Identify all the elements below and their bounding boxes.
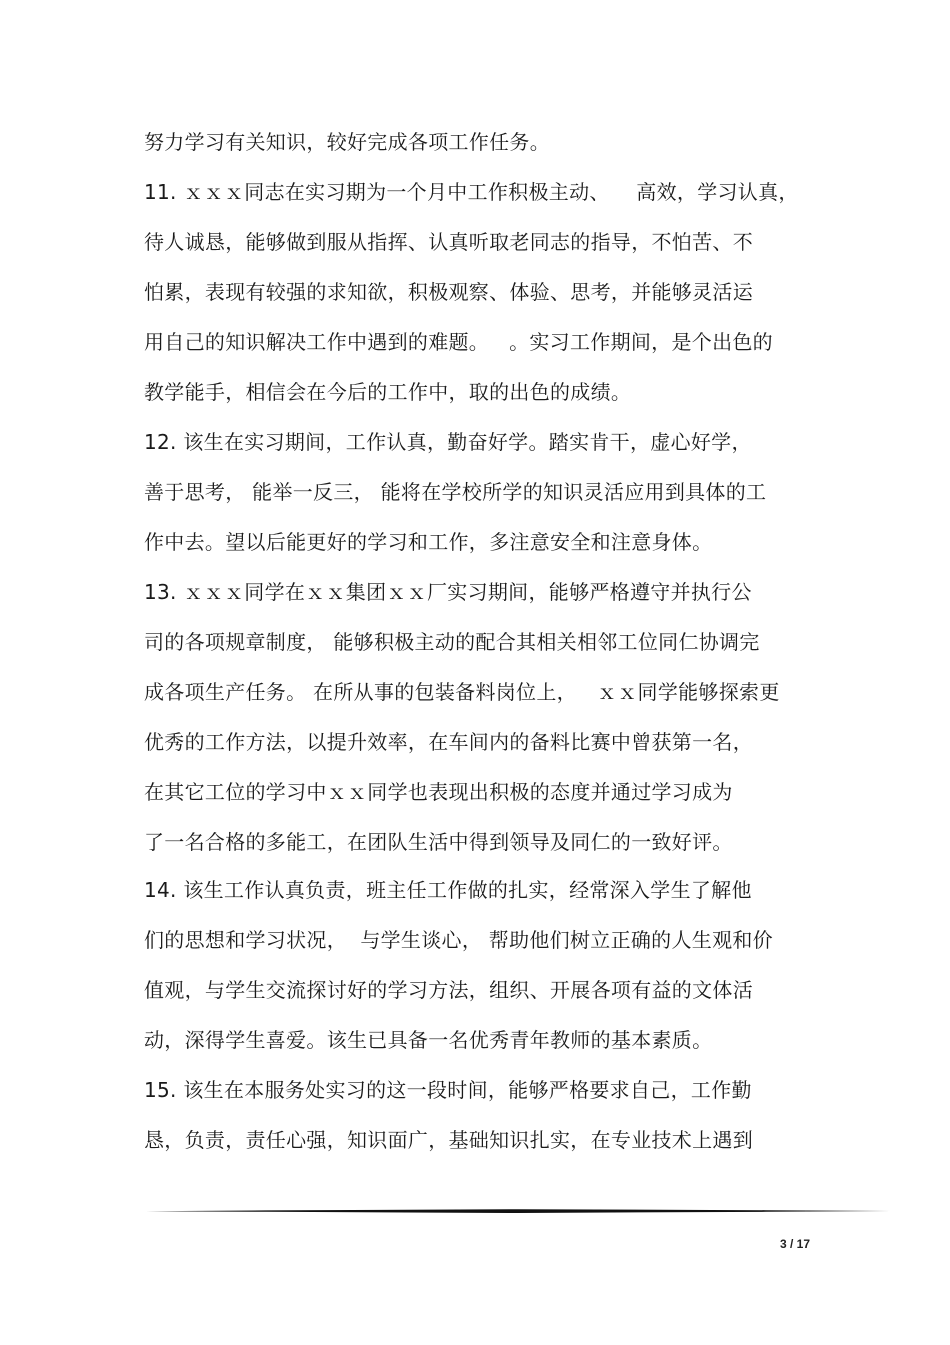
text-line: 司的各项规章制度， 能够积极主动的配合其相关相邻工位同仁协调完: [144, 630, 760, 654]
text-line: 15. 该生在本服务处实习的这一段时间，能够严格要求自己，工作勤: [144, 1078, 752, 1102]
text-line: 成各项生产任务。 在所从事的包装备料岗位上， ｘｘ同学能够探索更: [144, 680, 780, 704]
text-line: 努力学习有关知识，较好完成各项工作任务。: [144, 130, 550, 154]
text-line: 用自己的知识解决工作中遇到的难题。 。实习工作期间，是个出色的: [144, 330, 773, 354]
text-line: 怕累，表现有较强的求知欲，积极观察、体验、思考，并能够灵活运: [144, 280, 753, 304]
text-line: 11. ｘｘｘ同志在实习期为一个月中工作积极主动、 高效，学习认真，: [144, 180, 799, 204]
text-line: 教学能手，相信会在今后的工作中，取的出色的成绩。: [144, 380, 632, 404]
text-line: 在其它工位的学习中ｘｘ同学也表现出积极的态度并通过学习成为: [144, 780, 733, 804]
text-line: 14. 该生工作认真负责，班主任工作做的扎实，经常深入学生了解他: [144, 878, 752, 902]
text-line: 恳，负责，责任心强，知识面广，基础知识扎实，在专业技术上遇到: [144, 1128, 753, 1152]
text-line: 作中去。望以后能更好的学习和工作，多注意安全和注意身体。: [144, 530, 713, 554]
text-line: 优秀的工作方法，以提升效率，在车间内的备料比赛中曾获第一名，: [144, 730, 753, 754]
text-line: 13. ｘｘｘ同学在ｘｘ集团ｘｘ厂实习期间，能够严格遵守并执行公: [144, 580, 752, 604]
text-line: 们的思想和学习状况， 与学生谈心， 帮助他们树立正确的人生观和价: [144, 928, 773, 952]
text-line: 动，深得学生喜爱。该生已具备一名优秀青年教师的基本素质。: [144, 1028, 713, 1052]
text-line: 善于思考， 能举一反三， 能将在学校所学的知识灵活应用到具体的工: [144, 480, 767, 504]
page-number: 3 / 17: [779, 1237, 810, 1251]
text-line: 了一名合格的多能工，在团队生活中得到领导及同仁的一致好评。: [144, 830, 733, 854]
footer-divider: [146, 1208, 890, 1214]
text-line: 待人诚恳，能够做到服从指挥、认真听取老同志的指导，不怕苦、不: [144, 230, 753, 254]
text-line: 12. 该生在实习期间，工作认真，勤奋好学。踏实肯干，虚心好学，: [144, 430, 752, 454]
text-line: 值观，与学生交流探讨好的学习方法，组织、开展各项有益的文体活: [144, 978, 753, 1002]
